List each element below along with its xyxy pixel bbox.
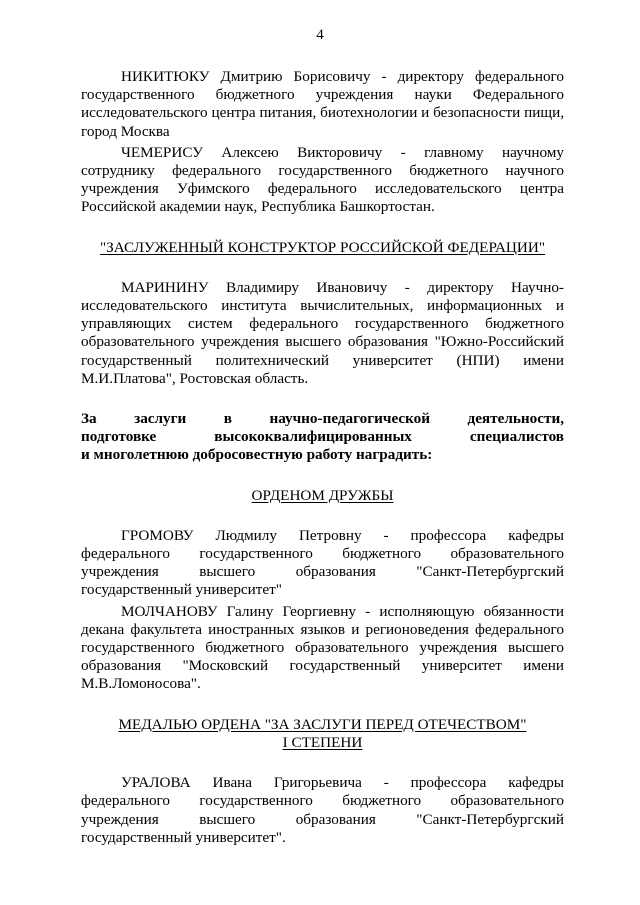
- heading-line: I СТЕПЕНИ: [282, 733, 363, 751]
- decree-line: и многолетнюю добросовестную работу наградить:: [81, 446, 433, 464]
- award-paragraph-chemeris: ЧЕМЕРИСУ Алексею Викторовичу - главному научному сотруднику федерального государственного бюджетного научного учреждения Уфимского федерального исследовательского центра Российской академии наук, Республика Башкортостан.: [81, 143, 564, 216]
- award-paragraph-nikityuk: НИКИТЮКУ Дмитрию Борисовичу - директору федерального государственного бюджетного учреждения науки Федерального исследовательского центра питания, биотехнологии и безопасности пищи, город Москва: [81, 68, 564, 140]
- spacer: [81, 257, 564, 279]
- document-body: [81, 68, 564, 847]
- spacer: [81, 217, 564, 239]
- section-heading-order-friendship: ОРДЕНОМ ДРУЖБЫ: [251, 486, 394, 504]
- award-paragraph-uralov: УРАЛОВА Ивана Григорьевича - профессора кафедры федерального государственного бюджетного образовательного учреждения высшего образования "Санкт-Петербургский государственный университет".: [81, 774, 564, 846]
- decree-statement: [81, 410, 564, 465]
- spacer: [81, 505, 564, 527]
- spacer: [81, 388, 564, 410]
- award-paragraph-molchanova: МОЛЧАНОВУ Галину Георгиевну - исполняющую обязанности декана факультета иностранных языков и регионоведения федерального государственного бюджетного образовательного учреждения высшего образования "Московский государственный университет имени М.В.Ломоносова".: [81, 602, 564, 693]
- spacer: [81, 694, 564, 716]
- section-heading-honored-designer: "ЗАСЛУЖЕННЫЙ КОНСТРУКТОР РОССИЙСКОЙ ФЕДЕРАЦИИ": [99, 238, 546, 256]
- spacer: [81, 465, 564, 487]
- page-number: 4: [316, 27, 324, 43]
- heading-line: МЕДАЛЬЮ ОРДЕНА "ЗА ЗАСЛУГИ ПЕРЕД ОТЕЧЕСТВОМ": [118, 715, 527, 733]
- award-paragraph-gromova: ГРОМОВУ Людмилу Петровну - профессора кафедры федерального государственного бюджетного образовательного учреждения высшего образования "Санкт-Петербургский государственный университет": [81, 526, 564, 599]
- decree-line: За заслуги в научно-педагогической деятельности,: [81, 410, 564, 428]
- decree-line: подготовке высококвалифицированных специалистов: [81, 428, 564, 446]
- section-heading-medal-merit: [81, 716, 564, 752]
- award-paragraph-marinin: МАРИНИНУ Владимиру Ивановичу - директору Научно-исследовательского института вычислительных, информационных и управляющих систем федерального государственного бюджетного образовательного учреждения высшего образования "Южно-Российский государственный политехнический университет (НПИ) имени М.И.Платова", Ростовская область.: [81, 278, 564, 387]
- spacer: [81, 752, 564, 774]
